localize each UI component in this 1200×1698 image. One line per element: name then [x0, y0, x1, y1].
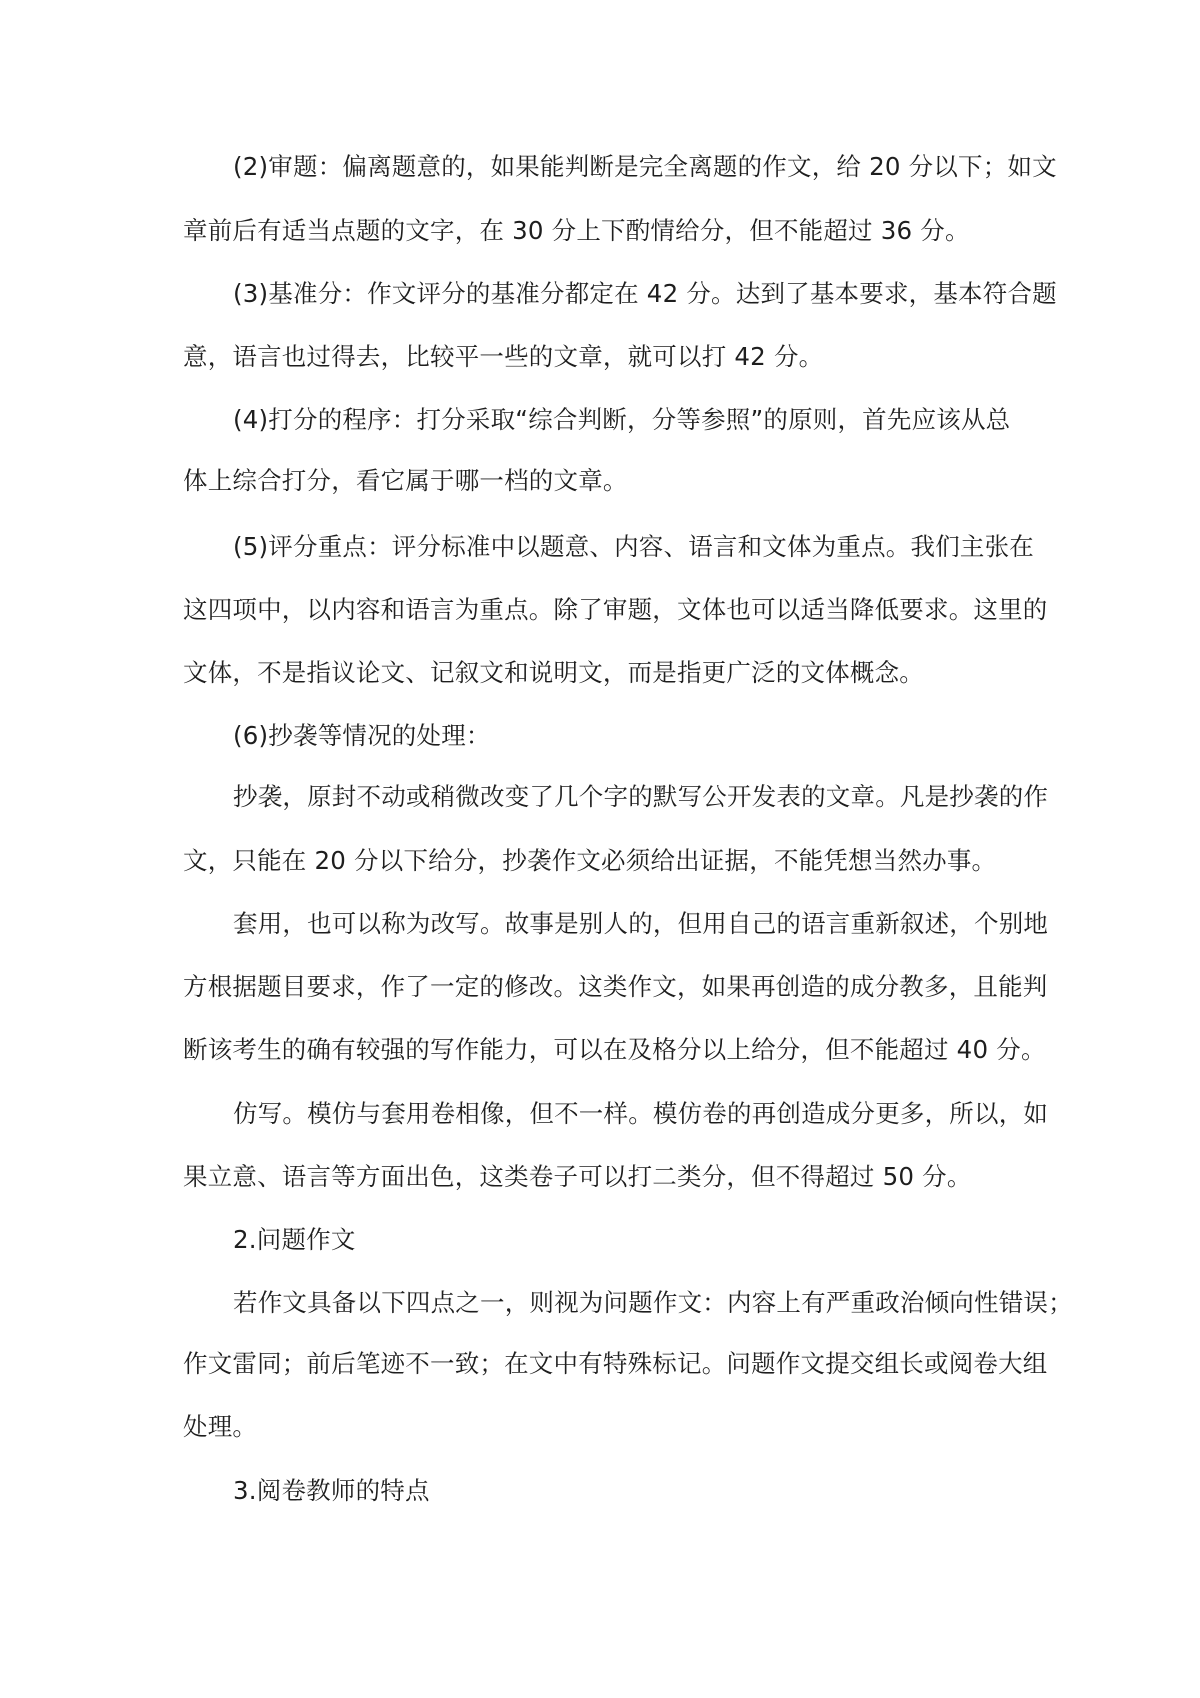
paragraph-line: (3)基准分：作文评分的基准分都定在 42 分。达到了基本要求，基本符合题 — [233, 279, 1057, 308]
paragraph-line: 抄袭，原封不动或稍微改变了几个字的默写公开发表的文章。凡是抄袭的作 — [233, 782, 1049, 811]
section-heading: 2.问题作文 — [233, 1225, 356, 1254]
paragraph-line: 文体，不是指议论文、记叙文和说明文，而是指更广泛的文体概念。 — [183, 658, 924, 687]
paragraph-line: (5)评分重点：评分标准中以题意、内容、语言和文体为重点。我们主张在 — [233, 532, 1035, 561]
paragraph-line: (4)打分的程序：打分采取“综合判断，分等参照”的原则，首先应该从总 — [233, 405, 1011, 434]
paragraph-line: (2)审题：偏离题意的，如果能判断是完全离题的作文，给 20 分以下；如文 — [233, 152, 1057, 181]
paragraph-line: 这四项中，以内容和语言为重点。除了审题，文体也可以适当降低要求。这里的 — [183, 595, 1048, 624]
paragraph-line: 意，语言也过得去，比较平一些的文章，就可以打 42 分。 — [183, 342, 824, 371]
paragraph-line: 体上综合打分，看它属于哪一档的文章。 — [183, 466, 628, 495]
paragraph-line: 套用，也可以称为改写。故事是别人的，但用自己的语言重新叙述，个别地 — [233, 909, 1049, 938]
section-heading: 3.阅卷教师的特点 — [233, 1476, 430, 1505]
paragraph-line: 若作文具备以下四点之一，则视为问题作文：内容上有严重政治倾向性错误； — [233, 1288, 1073, 1317]
paragraph-line: 仿写。模仿与套用卷相像，但不一样。模仿卷的再创造成分更多，所以，如 — [233, 1099, 1049, 1128]
paragraph-line: 文，只能在 20 分以下给分，抄袭作文必须给出证据，不能凭想当然办事。 — [183, 846, 997, 875]
paragraph-line: 作文雷同；前后笔迹不一致；在文中有特殊标记。问题作文提交组长或阅卷大组 — [183, 1349, 1048, 1378]
section-heading: (6)抄袭等情况的处理： — [233, 721, 491, 750]
paragraph-line: 章前后有适当点题的文字，在 30 分上下酌情给分，但不能超过 36 分。 — [183, 216, 970, 245]
paragraph-line: 方根据题目要求，作了一定的修改。这类作文，如果再创造的成分教多，且能判 — [183, 972, 1048, 1001]
paragraph-line: 果立意、语言等方面出色，这类卷子可以打二类分，但不得超过 50 分。 — [183, 1162, 972, 1191]
paragraph-line: 处理。 — [183, 1412, 258, 1441]
paragraph-line: 断该考生的确有较强的写作能力，可以在及格分以上给分，但不能超过 40 分。 — [183, 1035, 1046, 1064]
